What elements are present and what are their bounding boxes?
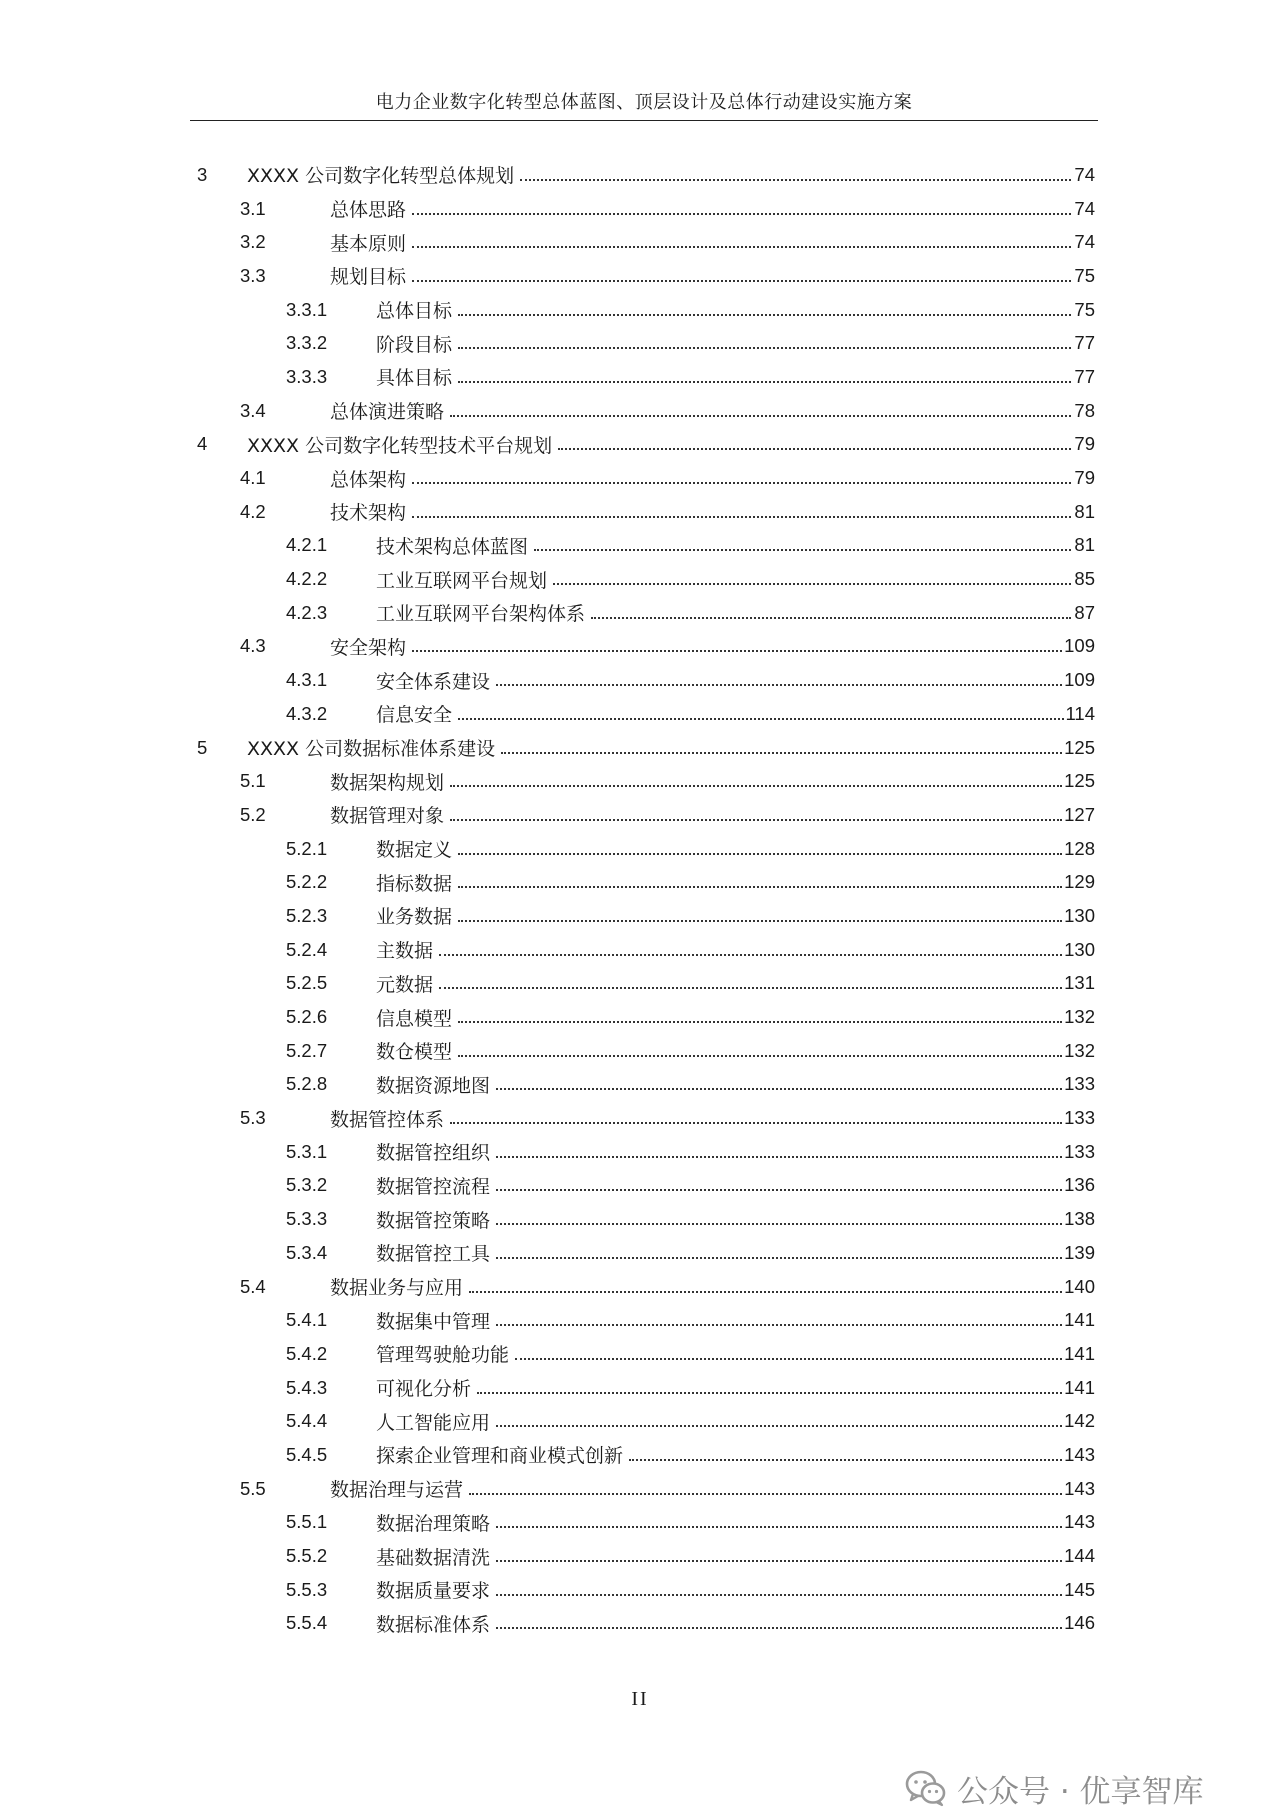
dot-leader [439,954,1062,956]
dot-leader [496,1223,1062,1225]
toc-entry[interactable] [190,764,1095,798]
toc-entry-number: 5.2 [240,803,266,825]
toc-entry-number: 5.2.8 [286,1073,328,1095]
dot-leader [412,280,1071,282]
toc-entry-page: 143 [1064,1477,1095,1499]
toc-entry-number: 5.3.4 [286,1241,328,1263]
toc-entry[interactable] [190,293,1095,327]
toc-entry-number: 5.2.6 [286,1006,328,1028]
toc-entry-page: 79 [1074,467,1095,489]
toc-entry-title: 基础数据清洗 [376,1546,491,1569]
dot-leader [501,752,1062,754]
toc-entry-title: 信息模型 [376,1007,453,1030]
toc-entry-title: XXXX 公司数据标准体系建设 [247,738,496,761]
toc-entry-page: 131 [1064,972,1095,994]
toc-entry[interactable] [190,360,1095,394]
dot-leader [458,886,1062,888]
toc-entry-title: 人工智能应用 [376,1411,491,1434]
toc-entry-title: 数据管控体系 [330,1108,445,1131]
toc-entry[interactable] [190,1000,1095,1034]
dot-leader [450,415,1071,417]
toc-entry[interactable] [190,1371,1095,1405]
toc-entry-title: 技术架构 [330,502,407,525]
dot-leader [458,1021,1062,1023]
toc-entry-page: 85 [1074,568,1095,590]
toc-entry-title: XXXX 公司数字化转型总体规划 [247,165,515,188]
toc-entry-title: 元数据 [376,973,434,996]
toc-entry-title: 总体思路 [330,199,407,222]
toc-entry-number: 5.2.7 [286,1039,328,1061]
toc-entry-number: 3.3.3 [286,365,328,387]
toc-entry[interactable] [190,1337,1095,1371]
toc-entry[interactable] [190,731,1095,765]
toc-entry[interactable] [190,259,1095,293]
toc-entry[interactable] [190,1034,1095,1068]
wechat-icon [905,1769,947,1807]
toc-entry-title: 总体演进策略 [330,401,445,424]
toc-entry-number: 5.4.4 [286,1410,328,1432]
toc-entry[interactable] [190,1169,1095,1203]
toc-entry[interactable] [190,1573,1095,1607]
dot-leader [458,1055,1062,1057]
toc-entry-title: 数据管控流程 [376,1175,491,1198]
toc-entry-number: 3.2 [240,231,266,253]
toc-entry-page: 75 [1074,264,1095,286]
toc-entry-title: 数据质量要求 [376,1580,491,1603]
toc-entry-title: 数据管控工具 [376,1243,491,1266]
toc-entry-number: 3.4 [240,399,266,421]
toc-entry-page: 77 [1074,365,1095,387]
dot-leader [458,718,1063,720]
toc-entry[interactable] [190,461,1095,495]
toc-entry-number: 4.1 [240,467,266,489]
running-header: 电力企业数字化转型总体蓝图、顶层设计及总体行动建设实施方案 [375,92,913,113]
toc-entry-title: 数据管理对象 [330,805,445,828]
toc-entry-title: 指标数据 [376,872,453,895]
toc-entry-number: 4.3.1 [286,669,328,691]
dot-leader [458,853,1062,855]
dot-leader [496,1257,1062,1259]
toc-entry[interactable] [190,1472,1095,1506]
toc-entry-number: 4.2.1 [286,534,328,556]
toc-entry[interactable] [190,933,1095,967]
toc-entry[interactable] [190,192,1095,226]
toc-entry[interactable] [190,630,1095,664]
toc-entry-number: 4 [197,433,208,455]
dot-leader [450,819,1062,821]
toc-entry[interactable] [190,326,1095,360]
toc-entry[interactable] [190,798,1095,832]
toc-entry-page: 74 [1074,197,1095,219]
toc-entry-title: 技术架构总体蓝图 [376,535,529,558]
toc-entry-title: 信息安全 [376,704,453,727]
toc-entry-number: 5.4.1 [286,1309,328,1331]
dot-leader [458,381,1071,383]
dot-leader [412,516,1071,518]
toc-entry-number: 4.3 [240,635,266,657]
dot-leader [458,347,1071,349]
toc-entry-page: 129 [1064,871,1095,893]
dot-leader [469,1493,1062,1495]
toc-entry-number: 5.2.5 [286,972,328,994]
toc-entry-title: 主数据 [376,940,434,963]
dot-leader [629,1459,1062,1461]
toc-entry[interactable] [190,394,1095,428]
dot-leader [496,1324,1062,1326]
toc-entry[interactable] [190,529,1095,563]
dot-leader [496,1189,1062,1191]
toc-entry-page: 74 [1074,231,1095,253]
toc-entry-number: 5.4.5 [286,1443,328,1465]
toc-entry[interactable] [190,967,1095,1001]
toc-entry[interactable] [190,1270,1095,1304]
toc-entry-number: 5.4 [240,1275,266,1297]
toc-entry[interactable] [190,158,1095,192]
toc-entry-page: 114 [1065,702,1095,724]
toc-entry[interactable] [190,899,1095,933]
toc-entry-page: 81 [1074,534,1095,556]
toc-entry-page: 133 [1064,1140,1095,1162]
toc-entry-number: 5 [197,736,208,758]
toc-entry[interactable] [190,663,1095,697]
dot-leader [591,617,1071,619]
toc-entry-page: 77 [1074,332,1095,354]
dot-leader [496,1594,1062,1596]
toc-entry-page: 141 [1064,1342,1095,1364]
toc-entry-title: 数据资源地图 [376,1074,491,1097]
toc-entry-page: 133 [1064,1073,1095,1095]
toc-entry-number: 5.2.3 [286,904,328,926]
toc-entry-number: 5.2.2 [286,871,328,893]
toc-entry-page: 143 [1064,1443,1095,1465]
dot-leader [450,1122,1062,1124]
toc-entry-number: 5.3.1 [286,1140,328,1162]
toc-entry-page: 127 [1064,803,1095,825]
toc-entry-page: 138 [1064,1208,1095,1230]
dot-leader [558,448,1071,450]
toc-entry-title: 数据标准体系 [376,1613,491,1636]
dot-leader [412,650,1062,652]
toc-entry-number: 5.2.1 [286,837,328,859]
toc-entry[interactable] [190,1438,1095,1472]
toc-entry-title: 数据集中管理 [376,1310,491,1333]
dot-leader [520,179,1071,181]
toc-entry[interactable] [190,1607,1095,1641]
toc-entry[interactable] [190,562,1095,596]
toc-entry-title: 规划目标 [330,266,407,289]
dot-leader [496,1627,1062,1629]
dot-leader [496,1425,1062,1427]
toc-entry-number: 4.2.2 [286,568,328,590]
toc-entry-title: 阶段目标 [376,333,453,356]
toc-entry-number: 4.3.2 [286,702,328,724]
toc-entry-title: XXXX 公司数字化转型技术平台规划 [247,434,553,457]
toc-entry[interactable] [190,865,1095,899]
toc-entry-page: 132 [1064,1006,1095,1028]
toc-entry-title: 数据治理与运营 [330,1479,464,1502]
table-of-contents [190,158,1095,1640]
toc-entry[interactable] [190,1236,1095,1270]
toc-entry-number: 5.2.4 [286,938,328,960]
toc-entry-page: 78 [1074,399,1095,421]
toc-entry-title: 工业互联网平台架构体系 [376,603,586,626]
toc-entry[interactable] [190,697,1095,731]
toc-entry-title: 数据架构规划 [330,771,445,794]
toc-entry-title: 数据业务与应用 [330,1277,464,1300]
toc-entry-page: 143 [1064,1511,1095,1533]
toc-entry-number: 4.2 [240,500,266,522]
dot-leader [534,549,1071,551]
toc-entry-page: 109 [1064,635,1095,657]
toc-entry-number: 3 [197,163,208,185]
header-rule [190,120,1098,121]
toc-entry[interactable] [190,1404,1095,1438]
watermark-text: 公众号 · 优享智库 [957,1773,1204,1810]
watermark [905,1763,1204,1813]
dot-leader [412,482,1071,484]
toc-entry[interactable] [190,832,1095,866]
toc-entry-page: 132 [1064,1039,1095,1061]
toc-entry-number: 4.2.3 [286,601,328,623]
dot-leader [553,583,1071,585]
toc-entry-page: 136 [1064,1174,1095,1196]
toc-entry-page: 128 [1064,837,1095,859]
dot-leader [458,920,1062,922]
toc-entry[interactable] [190,1135,1095,1169]
toc-entry-title: 安全体系建设 [376,670,491,693]
toc-entry-page: 146 [1064,1612,1095,1634]
toc-entry-page: 144 [1064,1545,1095,1567]
toc-entry-title: 探索企业管理和商业模式创新 [376,1445,624,1468]
dot-leader [496,1088,1062,1090]
toc-entry-page: 125 [1064,770,1095,792]
toc-entry[interactable] [190,1506,1095,1540]
toc-entry-number: 3.1 [240,197,266,219]
toc-entry[interactable] [190,1202,1095,1236]
toc-entry-page: 145 [1064,1578,1095,1600]
toc-entry[interactable] [190,1303,1095,1337]
toc-entry-page: 141 [1064,1309,1095,1331]
dot-leader [469,1291,1062,1293]
toc-entry-title: 数仓模型 [376,1041,453,1064]
toc-entry-page: 141 [1064,1376,1095,1398]
toc-entry-number: 5.5.1 [286,1511,328,1533]
toc-entry-number: 5.5 [240,1477,266,1499]
dot-leader [450,785,1062,787]
toc-entry-number: 5.4.2 [286,1342,328,1364]
toc-entry-title: 业务数据 [376,906,453,929]
toc-entry-page: 133 [1064,1107,1095,1129]
toc-entry-page: 130 [1064,938,1095,960]
toc-entry[interactable] [190,495,1095,529]
toc-entry-number: 3.3 [240,264,266,286]
toc-entry-number: 3.3.1 [286,298,328,320]
toc-entry-title: 数据定义 [376,839,453,862]
toc-entry[interactable] [190,1068,1095,1102]
toc-entry-page: 109 [1064,669,1095,691]
toc-entry-title: 数据管控组织 [376,1142,491,1165]
dot-leader [496,1156,1062,1158]
toc-entry-number: 5.3.3 [286,1208,328,1230]
dot-leader [496,1526,1062,1528]
toc-entry[interactable] [190,1101,1095,1135]
toc-entry-number: 5.3.2 [286,1174,328,1196]
toc-entry-number: 5.5.4 [286,1612,328,1634]
toc-entry-page: 142 [1064,1410,1095,1432]
toc-entry-title: 可视化分析 [376,1378,472,1401]
toc-entry-page: 125 [1064,736,1095,758]
dot-leader [439,987,1062,989]
page-number: II [631,1688,649,1710]
toc-entry-title: 总体架构 [330,468,407,491]
dot-leader [477,1392,1062,1394]
toc-entry-page: 87 [1074,601,1095,623]
dot-leader [496,1560,1062,1562]
toc-entry-title: 总体目标 [376,300,453,323]
toc-entry-page: 81 [1074,500,1095,522]
toc-entry-number: 5.4.3 [286,1376,328,1398]
toc-entry[interactable] [190,1539,1095,1573]
toc-entry-title: 数据管控策略 [376,1209,491,1232]
dot-leader [412,246,1071,248]
toc-entry-title: 安全架构 [330,636,407,659]
toc-entry-page: 139 [1064,1241,1095,1263]
toc-entry-title: 工业互联网平台规划 [376,569,548,592]
dot-leader [496,684,1062,686]
toc-entry[interactable] [190,225,1095,259]
toc-entry-number: 5.1 [240,770,266,792]
toc-entry-title: 具体目标 [376,367,453,390]
toc-entry-number: 5.3 [240,1107,266,1129]
toc-entry-number: 5.5.2 [286,1545,328,1567]
toc-entry-number: 3.3.2 [286,332,328,354]
toc-entry-page: 74 [1074,163,1095,185]
toc-entry-page: 140 [1064,1275,1095,1297]
dot-leader [458,314,1071,316]
toc-entry-page: 75 [1074,298,1095,320]
toc-entry-title: 管理驾驶舱功能 [376,1344,510,1367]
toc-entry-title: 基本原则 [330,232,407,255]
toc-entry-page: 130 [1064,904,1095,926]
toc-entry[interactable] [190,596,1095,630]
toc-entry-page: 79 [1074,433,1095,455]
toc-entry-title: 数据治理策略 [376,1512,491,1535]
toc-entry-number: 5.5.3 [286,1578,328,1600]
dot-leader [515,1358,1062,1360]
toc-entry[interactable] [190,428,1095,462]
dot-leader [412,213,1071,215]
